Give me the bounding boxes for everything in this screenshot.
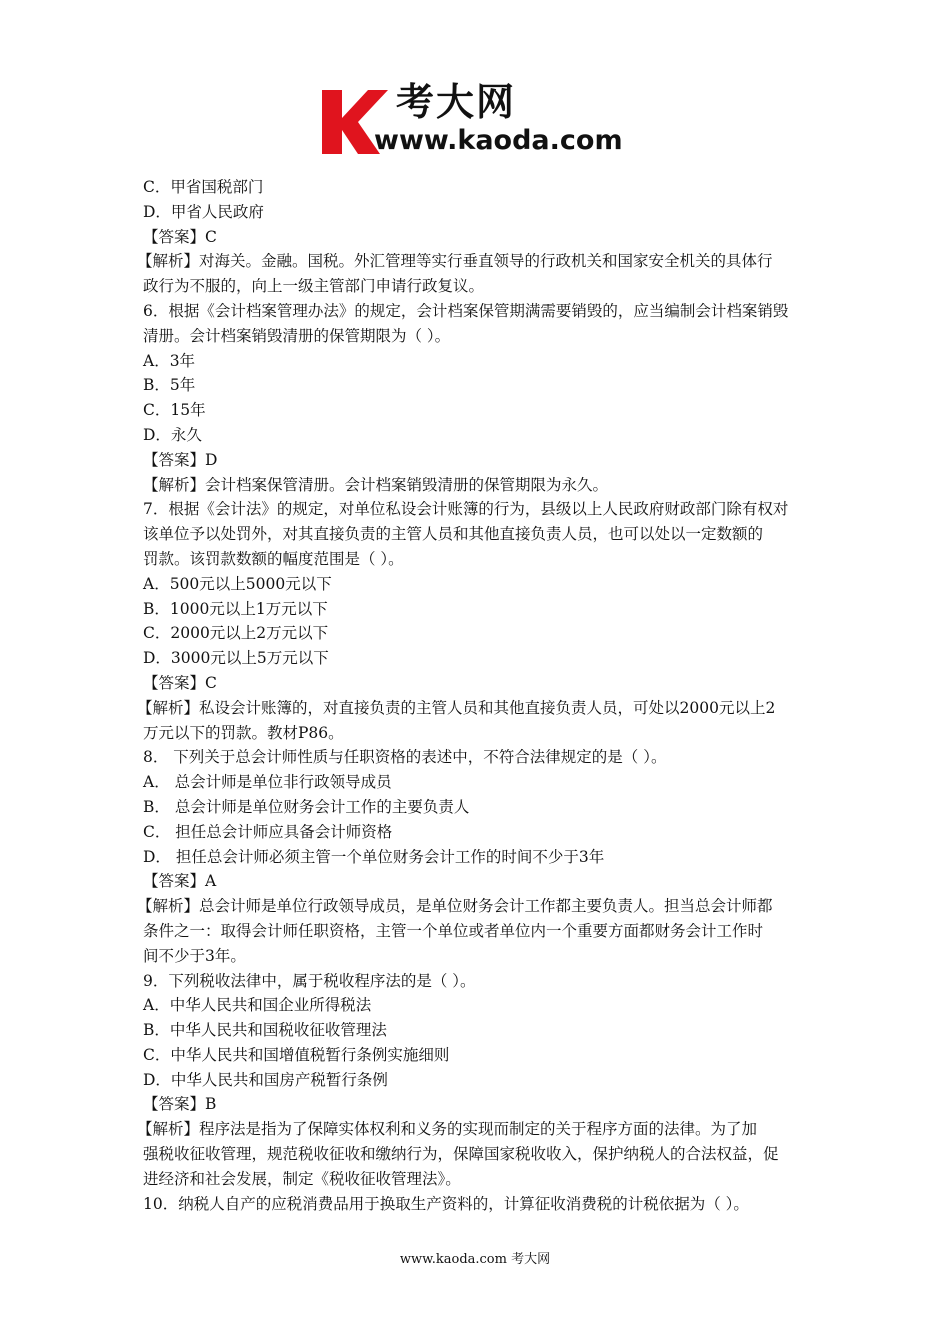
analysis-line: 【解析】程序法是指为了保障实体权利和义务的实现而制定的关于程序方面的法律。为了加: [137, 1120, 758, 1139]
text-line: D．甲省人民政府: [143, 202, 264, 221]
text-line: 清册。会计档案销毁清册的保管期限为（ ）。: [143, 326, 451, 345]
question-line: 7．根据《会计法》的规定，对单位私设会计账簿的行为，县级以上人民政府财政部门除有权对: [143, 500, 789, 519]
answer-line: 【答案】C: [143, 673, 217, 692]
option-line: A．3年: [143, 351, 196, 370]
option-line: A．500元以上5000元以下: [143, 574, 332, 593]
option-line: C．中华人民共和国增值税暂行条例实施细则: [143, 1045, 450, 1064]
option-line: C．15年: [143, 401, 206, 420]
analysis-line: 【解析】私设会计账簿的，对直接负责的主管人员和其他直接负责人员，可处以2000元以上2: [137, 698, 776, 717]
option-line: D．3000元以上5万元以下: [143, 649, 329, 668]
text-line: 条件之一：取得会计师任职资格，主管一个单位或者单位内一个重要方面都财务会计工作时: [143, 921, 764, 940]
text-line: 强税收征收管理，规范税收征收和缴纳行为，保障国家税收收入，保护纳税人的合法权益，促: [143, 1145, 779, 1164]
document-body: [137, 175, 813, 1216]
logo-title: 考大网: [396, 80, 517, 124]
text-line: 该单位予以处罚外，对其直接负责的主管人员和其他直接负责人员，也可以处以一定数额的: [143, 525, 764, 544]
option-line: B． 总会计师是单位财务会计工作的主要负责人: [143, 797, 470, 816]
question-line: 9．下列税收法律中，属于税收程序法的是（ ）。: [143, 971, 476, 990]
option-line: B．1000元以上1万元以下: [143, 599, 328, 618]
page-footer: www.kaoda.com 考大网: [399, 1252, 551, 1267]
analysis-line: 【解析】会计档案保管清册。会计档案销毁清册的保管期限为永久。: [143, 475, 609, 494]
answer-line: 【答案】B: [143, 1095, 217, 1114]
text-line: 进经济和社会发展，制定《税收征收管理法》。: [143, 1169, 461, 1188]
analysis-line: 【解析】总会计师是单位行政领导成员，是单位财务会计工作都主要负责人。担当总会计师都: [137, 897, 773, 916]
option-line: B．5年: [143, 376, 196, 395]
text-line: C．甲省国税部门: [143, 178, 264, 196]
option-line: D． 担任总会计师必须主管一个单位财务会计工作的时间不少于3年: [143, 847, 605, 866]
option-line: B．中华人民共和国税收征收管理法: [143, 1021, 387, 1040]
text-line: 罚款。该罚款数额的幅度范围是（ ）。: [143, 549, 404, 568]
text-line: 间不少于3年。: [143, 946, 246, 965]
option-line: A． 总会计师是单位非行政领导成员: [143, 773, 392, 792]
answer-line: 【答案】A: [143, 872, 217, 891]
answer-line: 【答案】D: [143, 450, 218, 469]
question-line: 10．纳税人自产的应税消费品用于换取生产资料的，计算征收消费税的计税依据为（ ）。: [143, 1194, 749, 1213]
option-line: D．永久: [143, 425, 202, 444]
option-line: C． 担任总会计师应具备会计师资格: [143, 822, 393, 841]
option-line: C．2000元以上2万元以下: [143, 624, 329, 643]
option-line: A．中华人民共和国企业所得税法: [143, 996, 372, 1015]
text-line: 政行为不服的，向上一级主管部门申请行政复议。: [143, 277, 485, 296]
analysis-line: 【解析】对海关。金融。国税。外汇管理等实行垂直领导的行政机关和国家安全机关的具体行: [137, 252, 773, 271]
answer-line: 【答案】C: [143, 227, 217, 246]
question-line: 8． 下列关于总会计师性质与任职资格的表述中，不符合法律规定的是（ ）。: [143, 748, 667, 767]
text-line: 万元以下的罚款。教材P86。: [143, 723, 344, 742]
site-logo: [318, 80, 638, 160]
option-line: D．中华人民共和国房产税暂行条例: [143, 1070, 388, 1089]
logo-url: www.kaoda.com: [374, 125, 623, 156]
question-line: 6．根据《会计档案管理办法》的规定，会计档案保管期满需要销毁的，应当编制会计档案销毁: [143, 301, 789, 320]
